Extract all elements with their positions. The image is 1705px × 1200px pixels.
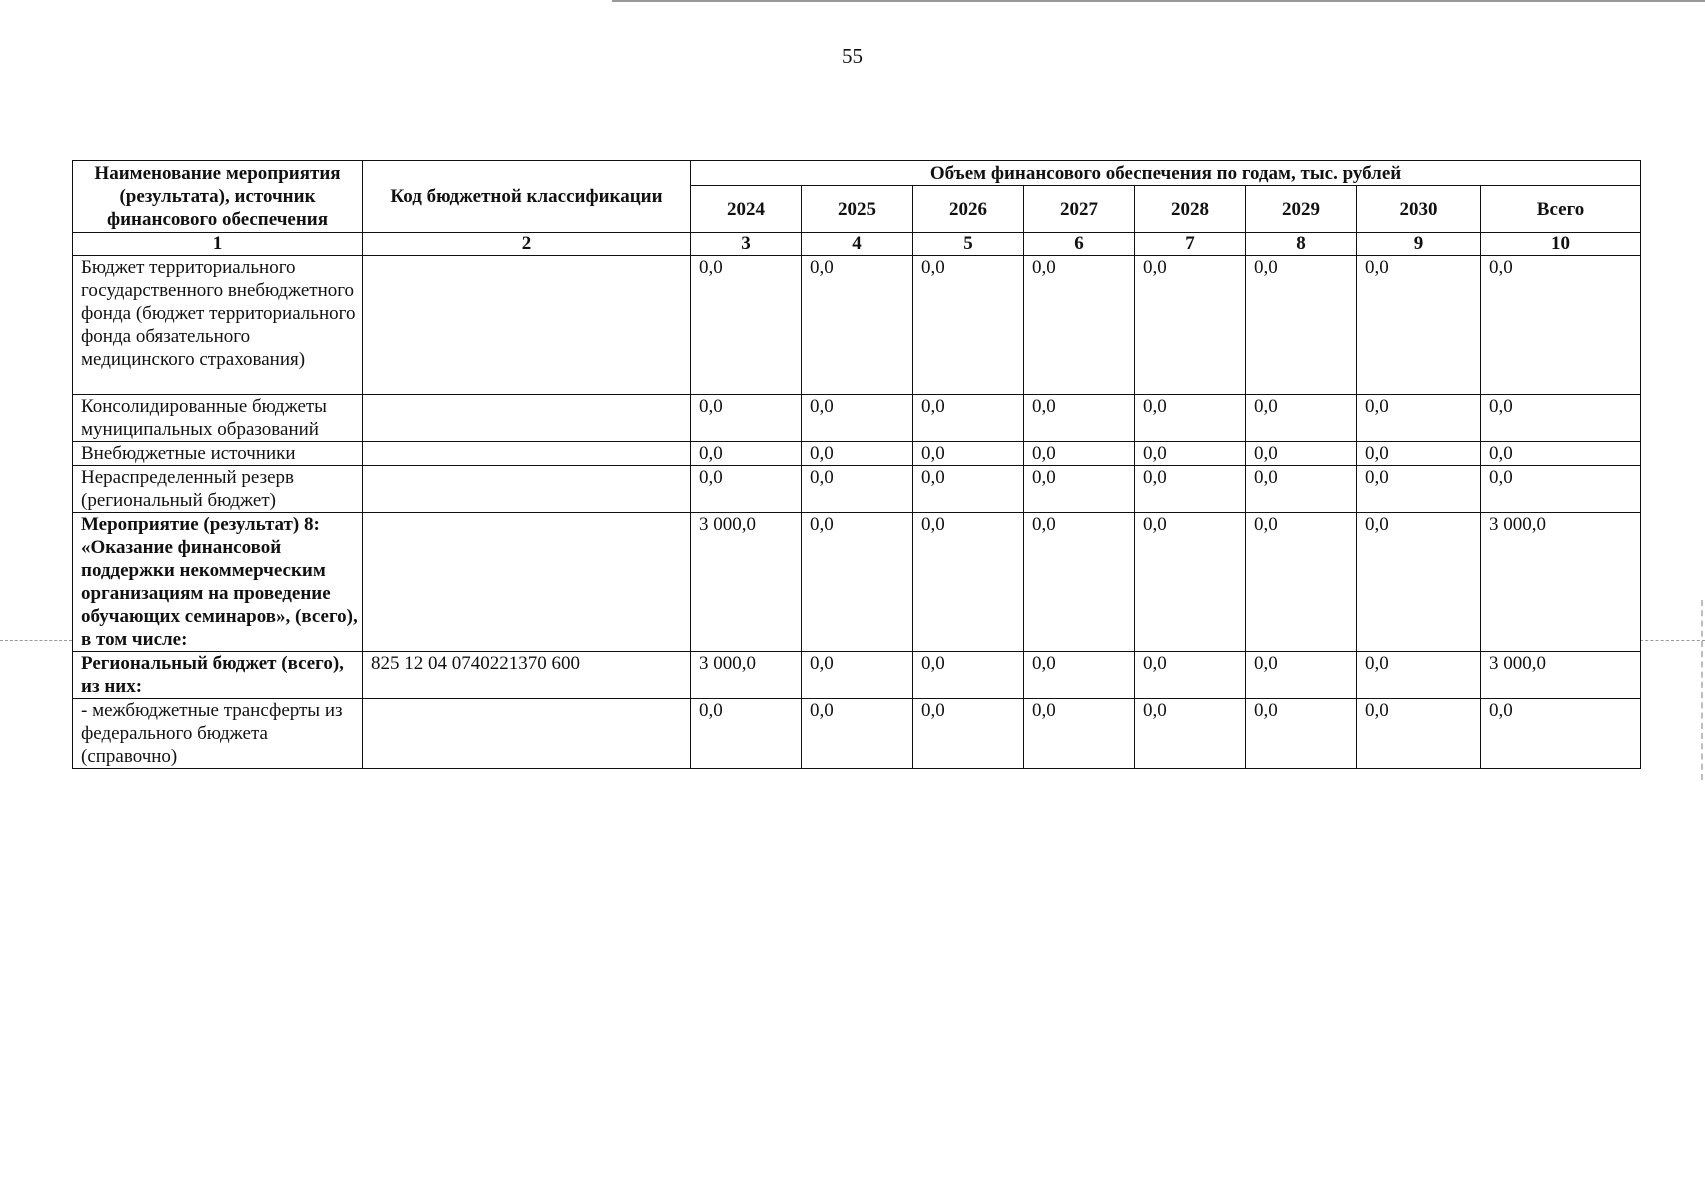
header-name: Наименование мероприятия (результата), источник финансового обеспечения <box>73 161 363 233</box>
header-code: Код бюджетной классификации <box>363 161 691 233</box>
scan-artifact-right-edge <box>1701 600 1705 780</box>
table-row <box>73 699 1641 769</box>
header-volume: Объем финансового обеспечения по годам, тыс. рублей <box>691 161 1641 186</box>
header-year: 2024 <box>691 186 802 233</box>
table-row <box>73 395 1641 442</box>
scan-artifact-dash-right <box>1640 640 1705 641</box>
column-number: 6 <box>1024 233 1135 256</box>
row-value: 0,0 <box>1135 513 1246 652</box>
row-value: 0,0 <box>1246 442 1357 466</box>
row-code <box>363 442 691 466</box>
row-value: 0,0 <box>913 442 1024 466</box>
row-value: 0,0 <box>802 513 913 652</box>
row-value: 0,0 <box>1024 466 1135 513</box>
row-value: 0,0 <box>1246 652 1357 699</box>
row-value: 0,0 <box>1135 442 1246 466</box>
row-value: 0,0 <box>802 442 913 466</box>
row-code <box>363 466 691 513</box>
row-value: 0,0 <box>1135 652 1246 699</box>
row-value: 0,0 <box>802 466 913 513</box>
column-number-row <box>73 233 1641 256</box>
row-name: Региональный бюджет (всего), из них: <box>73 652 363 699</box>
column-number: 3 <box>691 233 802 256</box>
row-value: 0,0 <box>691 466 802 513</box>
row-name: Нераспределенный резерв (региональный бюджет) <box>73 466 363 513</box>
row-value: 0,0 <box>1357 442 1481 466</box>
row-name: Бюджет территориального государственного внебюджетного фонда (бюджет территориального фонда обязательного медицинского страхования) <box>73 256 363 395</box>
page-number: 55 <box>842 44 863 68</box>
row-value: 0,0 <box>1357 699 1481 769</box>
row-total: 0,0 <box>1481 699 1641 769</box>
row-name: - межбюджетные трансферты из федерального бюджета (справочно) <box>73 699 363 769</box>
row-name: Мероприятие (результат) 8: «Оказание финансовой поддержки некоммерческим организациям на проведение обучающих семинаров», (всего), в том числе: <box>73 513 363 652</box>
row-value: 0,0 <box>1246 699 1357 769</box>
row-code <box>363 395 691 442</box>
scan-top-border-line <box>612 0 1705 2</box>
row-value: 0,0 <box>913 699 1024 769</box>
row-value: 0,0 <box>1135 699 1246 769</box>
row-value: 0,0 <box>1357 256 1481 395</box>
row-value: 3 000,0 <box>691 652 802 699</box>
row-value: 0,0 <box>1357 652 1481 699</box>
table-row <box>73 256 1641 395</box>
row-value: 0,0 <box>691 256 802 395</box>
header-year: 2025 <box>802 186 913 233</box>
row-value: 0,0 <box>1135 256 1246 395</box>
row-value: 0,0 <box>1357 466 1481 513</box>
row-total: 3 000,0 <box>1481 652 1641 699</box>
column-number: 9 <box>1357 233 1481 256</box>
row-value: 0,0 <box>1246 395 1357 442</box>
row-value: 0,0 <box>1024 652 1135 699</box>
column-number: 5 <box>913 233 1024 256</box>
row-code <box>363 256 691 395</box>
row-total: 3 000,0 <box>1481 513 1641 652</box>
row-value: 0,0 <box>691 699 802 769</box>
row-value: 0,0 <box>1246 256 1357 395</box>
column-number: 4 <box>802 233 913 256</box>
row-value: 0,0 <box>802 395 913 442</box>
row-value: 0,0 <box>691 395 802 442</box>
column-number: 7 <box>1135 233 1246 256</box>
row-value: 0,0 <box>691 442 802 466</box>
header-year: 2027 <box>1024 186 1135 233</box>
header-year: 2030 <box>1357 186 1481 233</box>
row-total: 0,0 <box>1481 395 1641 442</box>
budget-table <box>72 160 1641 769</box>
row-value: 0,0 <box>1024 699 1135 769</box>
row-code <box>363 513 691 652</box>
row-code <box>363 699 691 769</box>
row-name: Консолидированные бюджеты муниципальных образований <box>73 395 363 442</box>
row-value: 0,0 <box>1024 256 1135 395</box>
row-value: 0,0 <box>1357 513 1481 652</box>
row-total: 0,0 <box>1481 466 1641 513</box>
column-number: 1 <box>73 233 363 256</box>
header-year: 2029 <box>1246 186 1357 233</box>
row-value: 0,0 <box>1246 466 1357 513</box>
column-number: 2 <box>363 233 691 256</box>
table-row <box>73 652 1641 699</box>
row-value: 0,0 <box>913 256 1024 395</box>
row-value: 0,0 <box>913 466 1024 513</box>
table-row <box>73 442 1641 466</box>
row-value: 0,0 <box>1135 395 1246 442</box>
row-total: 0,0 <box>1481 442 1641 466</box>
row-value: 0,0 <box>1024 395 1135 442</box>
row-value: 0,0 <box>913 513 1024 652</box>
header-row-1 <box>73 161 1641 186</box>
row-value: 0,0 <box>913 652 1024 699</box>
column-number: 10 <box>1481 233 1641 256</box>
column-number: 8 <box>1246 233 1357 256</box>
table-row <box>73 466 1641 513</box>
scan-artifact-dash-left <box>0 640 72 641</box>
header-total: Всего <box>1481 186 1641 233</box>
row-value: 0,0 <box>1246 513 1357 652</box>
row-value: 0,0 <box>802 256 913 395</box>
header-year: 2026 <box>913 186 1024 233</box>
row-total: 0,0 <box>1481 256 1641 395</box>
row-value: 0,0 <box>1024 513 1135 652</box>
row-value: 0,0 <box>1024 442 1135 466</box>
header-year: 2028 <box>1135 186 1246 233</box>
row-value: 0,0 <box>802 699 913 769</box>
row-value: 0,0 <box>1357 395 1481 442</box>
row-value: 0,0 <box>802 652 913 699</box>
row-code: 825 12 04 0740221370 600 <box>363 652 691 699</box>
row-value: 0,0 <box>913 395 1024 442</box>
row-name: Внебюджетные источники <box>73 442 363 466</box>
row-value: 3 000,0 <box>691 513 802 652</box>
table-row <box>73 513 1641 652</box>
row-value: 0,0 <box>1135 466 1246 513</box>
